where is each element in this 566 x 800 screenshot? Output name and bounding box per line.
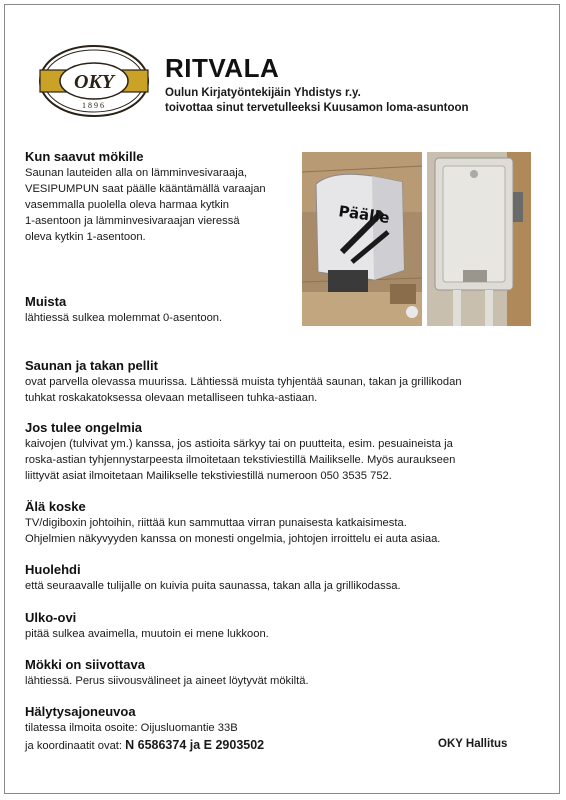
coordinates-line	[25, 737, 264, 754]
section-dont-touch	[25, 498, 440, 547]
section-arrival	[25, 148, 266, 245]
section-problems	[25, 419, 455, 484]
logo-text: OKY	[74, 71, 114, 93]
organization-name: Oulun Kirjatyöntekijäin Yhdistys r.y.	[165, 87, 361, 99]
section-door	[25, 609, 269, 642]
section-heading: Saunan ja takan pellit	[25, 358, 158, 373]
section-heading: Hälytysajoneuvoa	[25, 704, 136, 719]
section-heading: Muista	[25, 294, 67, 309]
welcome-text: toivottaa sinut tervetulleeksi Kuusamon loma-asuntoon	[165, 102, 469, 114]
section-body: TV/digiboxin johtoihin, riittää kun sammuttaa virran punaisesta katkaisimesta. Ohjelmien näkyvyyden kanssa on monesti ongelmia, johtojen irroittelu ei auta asiaa.	[25, 517, 441, 545]
emergency-address: tilatessa ilmoita osoite: Oijusluomantie 33B	[25, 722, 238, 734]
section-heading: Ulko-ovi	[25, 610, 77, 625]
section-firewood	[25, 561, 401, 594]
coordinates-value: N 6586374 ja E 2903502	[125, 738, 265, 752]
section-heading: Mökki on siivottava	[25, 657, 145, 672]
coordinates-prefix: ja koordinaatit ovat:	[25, 740, 126, 752]
section-heading: Kun saavut mökille	[25, 149, 144, 164]
section-dampers	[25, 357, 462, 406]
grey-switch-photo	[427, 152, 531, 326]
section-body: kaivojen (tulvivat ym.) kanssa, jos astioita särkyy tai on puutteita, esim. pesuaineista ja roska-astian tyhjennystarpeesta ilmoitetaan tekstiviestillä Mailikselle. Myös auraukseen liittyvät asiat ilmoitetaan Mailikselle tekstiviestillä numeroon 050 3535 752.	[25, 438, 456, 482]
section-remember	[25, 293, 222, 326]
photo-label: Päälle	[337, 202, 391, 228]
section-body: ovat parvella olevassa muurissa. Lähtiessä muista tyhjentää saunan, takan ja grillikodan tuhkat roskakatoksessa olevaan metalliseen tuhka-astiaan.	[25, 376, 462, 404]
page-title: RITVALA	[165, 53, 280, 83]
section-body: pitää sulkea avaimella, muutoin ei mene lukkoon.	[25, 628, 269, 640]
section-body: lähtiessä sulkea molemmat 0-asentoon.	[25, 312, 223, 324]
section-emergency	[25, 703, 238, 736]
signature: OKY Hallitus	[438, 738, 508, 750]
section-body: että seuraavalle tulijalle on kuivia puita saunassa, takan alla ja grillikodassa.	[25, 580, 401, 592]
section-body: lähtiessä. Perus siivousvälineet ja aineet löytyvät mökiltä.	[25, 675, 309, 687]
oky-logo	[38, 44, 150, 118]
pump-switch-photo	[302, 152, 422, 326]
logo-year: 1896	[82, 101, 106, 110]
section-heading: Jos tulee ongelmia	[25, 420, 143, 435]
section-body: Saunan lauteiden alla on lämminvesivaraaja, VESIPUMPUN saat päälle kääntämällä varaajan vasemmalla puolella oleva harmaa kytkin 1-asentoon ja lämminvesivaraajan vieressä oleva kytkin 1-asentoon.	[25, 167, 266, 243]
section-cleaning	[25, 656, 309, 689]
section-heading: Huolehdi	[25, 562, 81, 577]
section-heading: Älä koske	[25, 499, 86, 514]
